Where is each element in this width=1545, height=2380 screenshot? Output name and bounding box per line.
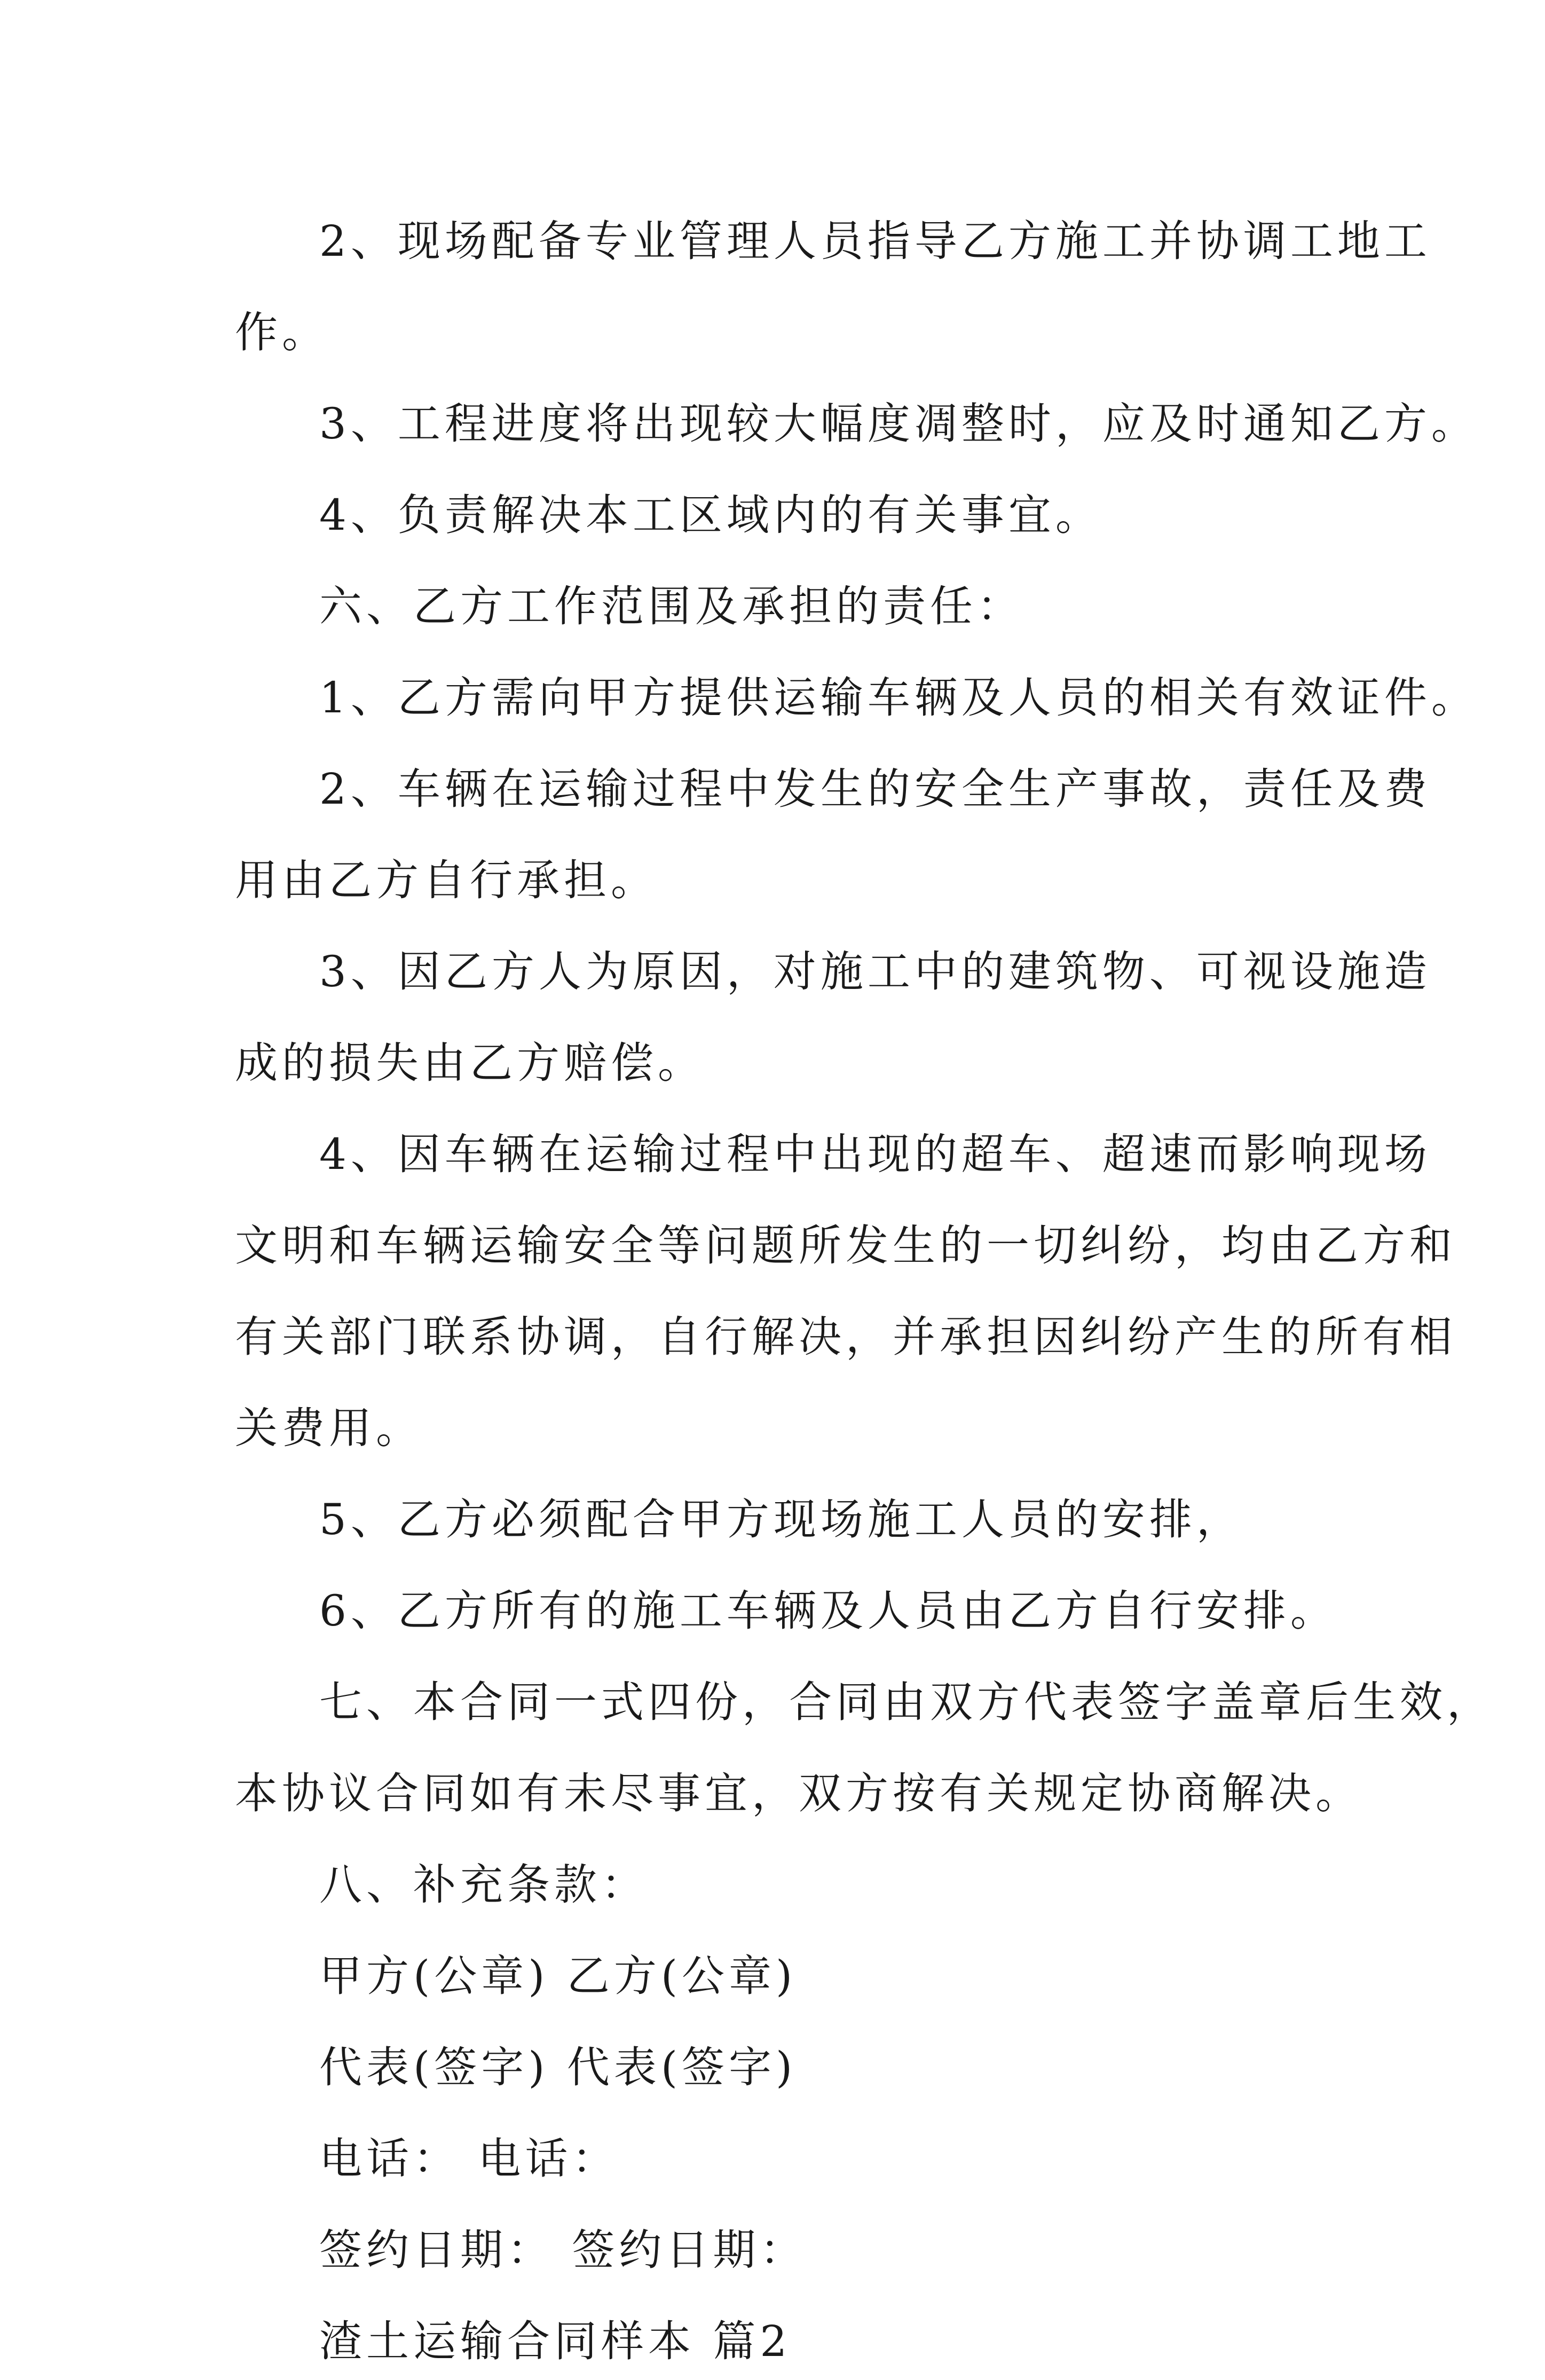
section-7-line-1: 七、本合同一式四份，合同由双方代表签字盖章后生效， [319, 1677, 1494, 1727]
section-6-item-4-line-3: 有关部门联系协调，自行解决，并承担因纠纷产生的所有相 [235, 1312, 1456, 1362]
section-6-item-3-line-1: 3、因乙方人为原因，对施工中的建筑物、可视设施造 [319, 947, 1431, 996]
section-6-item-1: 1、乙方需向甲方提供运输车辆及人员的相关有效证件。 [319, 673, 1478, 722]
section-6-item-4-line-2: 文明和车辆运输安全等问题所发生的一切纠纷，均由乙方和 [235, 1221, 1456, 1270]
section-7-line-2: 本协议合同如有未尽事宜，双方按有关规定协商解决。 [235, 1769, 1362, 1818]
section-8-heading: 八、补充条款： [319, 1860, 648, 1910]
section-6-item-4-line-1: 4、因车辆在运输过程中出现的超车、超速而影响现场 [319, 1129, 1431, 1179]
signature-seal-row: 甲方(公章) 乙方(公章) [319, 1951, 797, 2001]
clause-2-line-1: 2、现场配备专业管理人员指导乙方施工并协调工地工 [319, 216, 1431, 266]
signature-phone-row: 电话： 电话： [319, 2134, 619, 2183]
signature-date-row: 签约日期： 签约日期： [319, 2225, 807, 2275]
clause-4: 4、负责解决本工区域内的有关事宜。 [319, 490, 1102, 540]
section-6-item-2-line-1: 2、车辆在运输过程中发生的安全生产事故，责任及费 [319, 764, 1431, 814]
section-6-item-4-line-4: 关费用。 [235, 1403, 423, 1453]
clause-3: 3、工程进度将出现较大幅度凋整时，应及时通知乙方。 [319, 399, 1478, 449]
signature-representative-row: 代表(签字) 代表(签字) [319, 2043, 797, 2092]
clause-2-line-2: 作。 [235, 308, 329, 357]
next-section-title: 渣土运输合同样本 篇2 [319, 2316, 792, 2366]
section-6-item-2-line-2: 用由乙方自行承担。 [235, 855, 658, 905]
section-6-item-3-line-2: 成的损失由乙方赔偿。 [235, 1038, 705, 1088]
document-body [235, 203, 1494, 2380]
section-6-item-5: 5、乙方必须配合甲方现场施工人员的安排， [319, 1495, 1243, 1544]
section-6-item-6: 6、乙方所有的施工车辆及人员由乙方自行安排。 [319, 1586, 1337, 1636]
section-6-heading: 六、乙方工作范围及承担的责任： [319, 582, 1024, 631]
